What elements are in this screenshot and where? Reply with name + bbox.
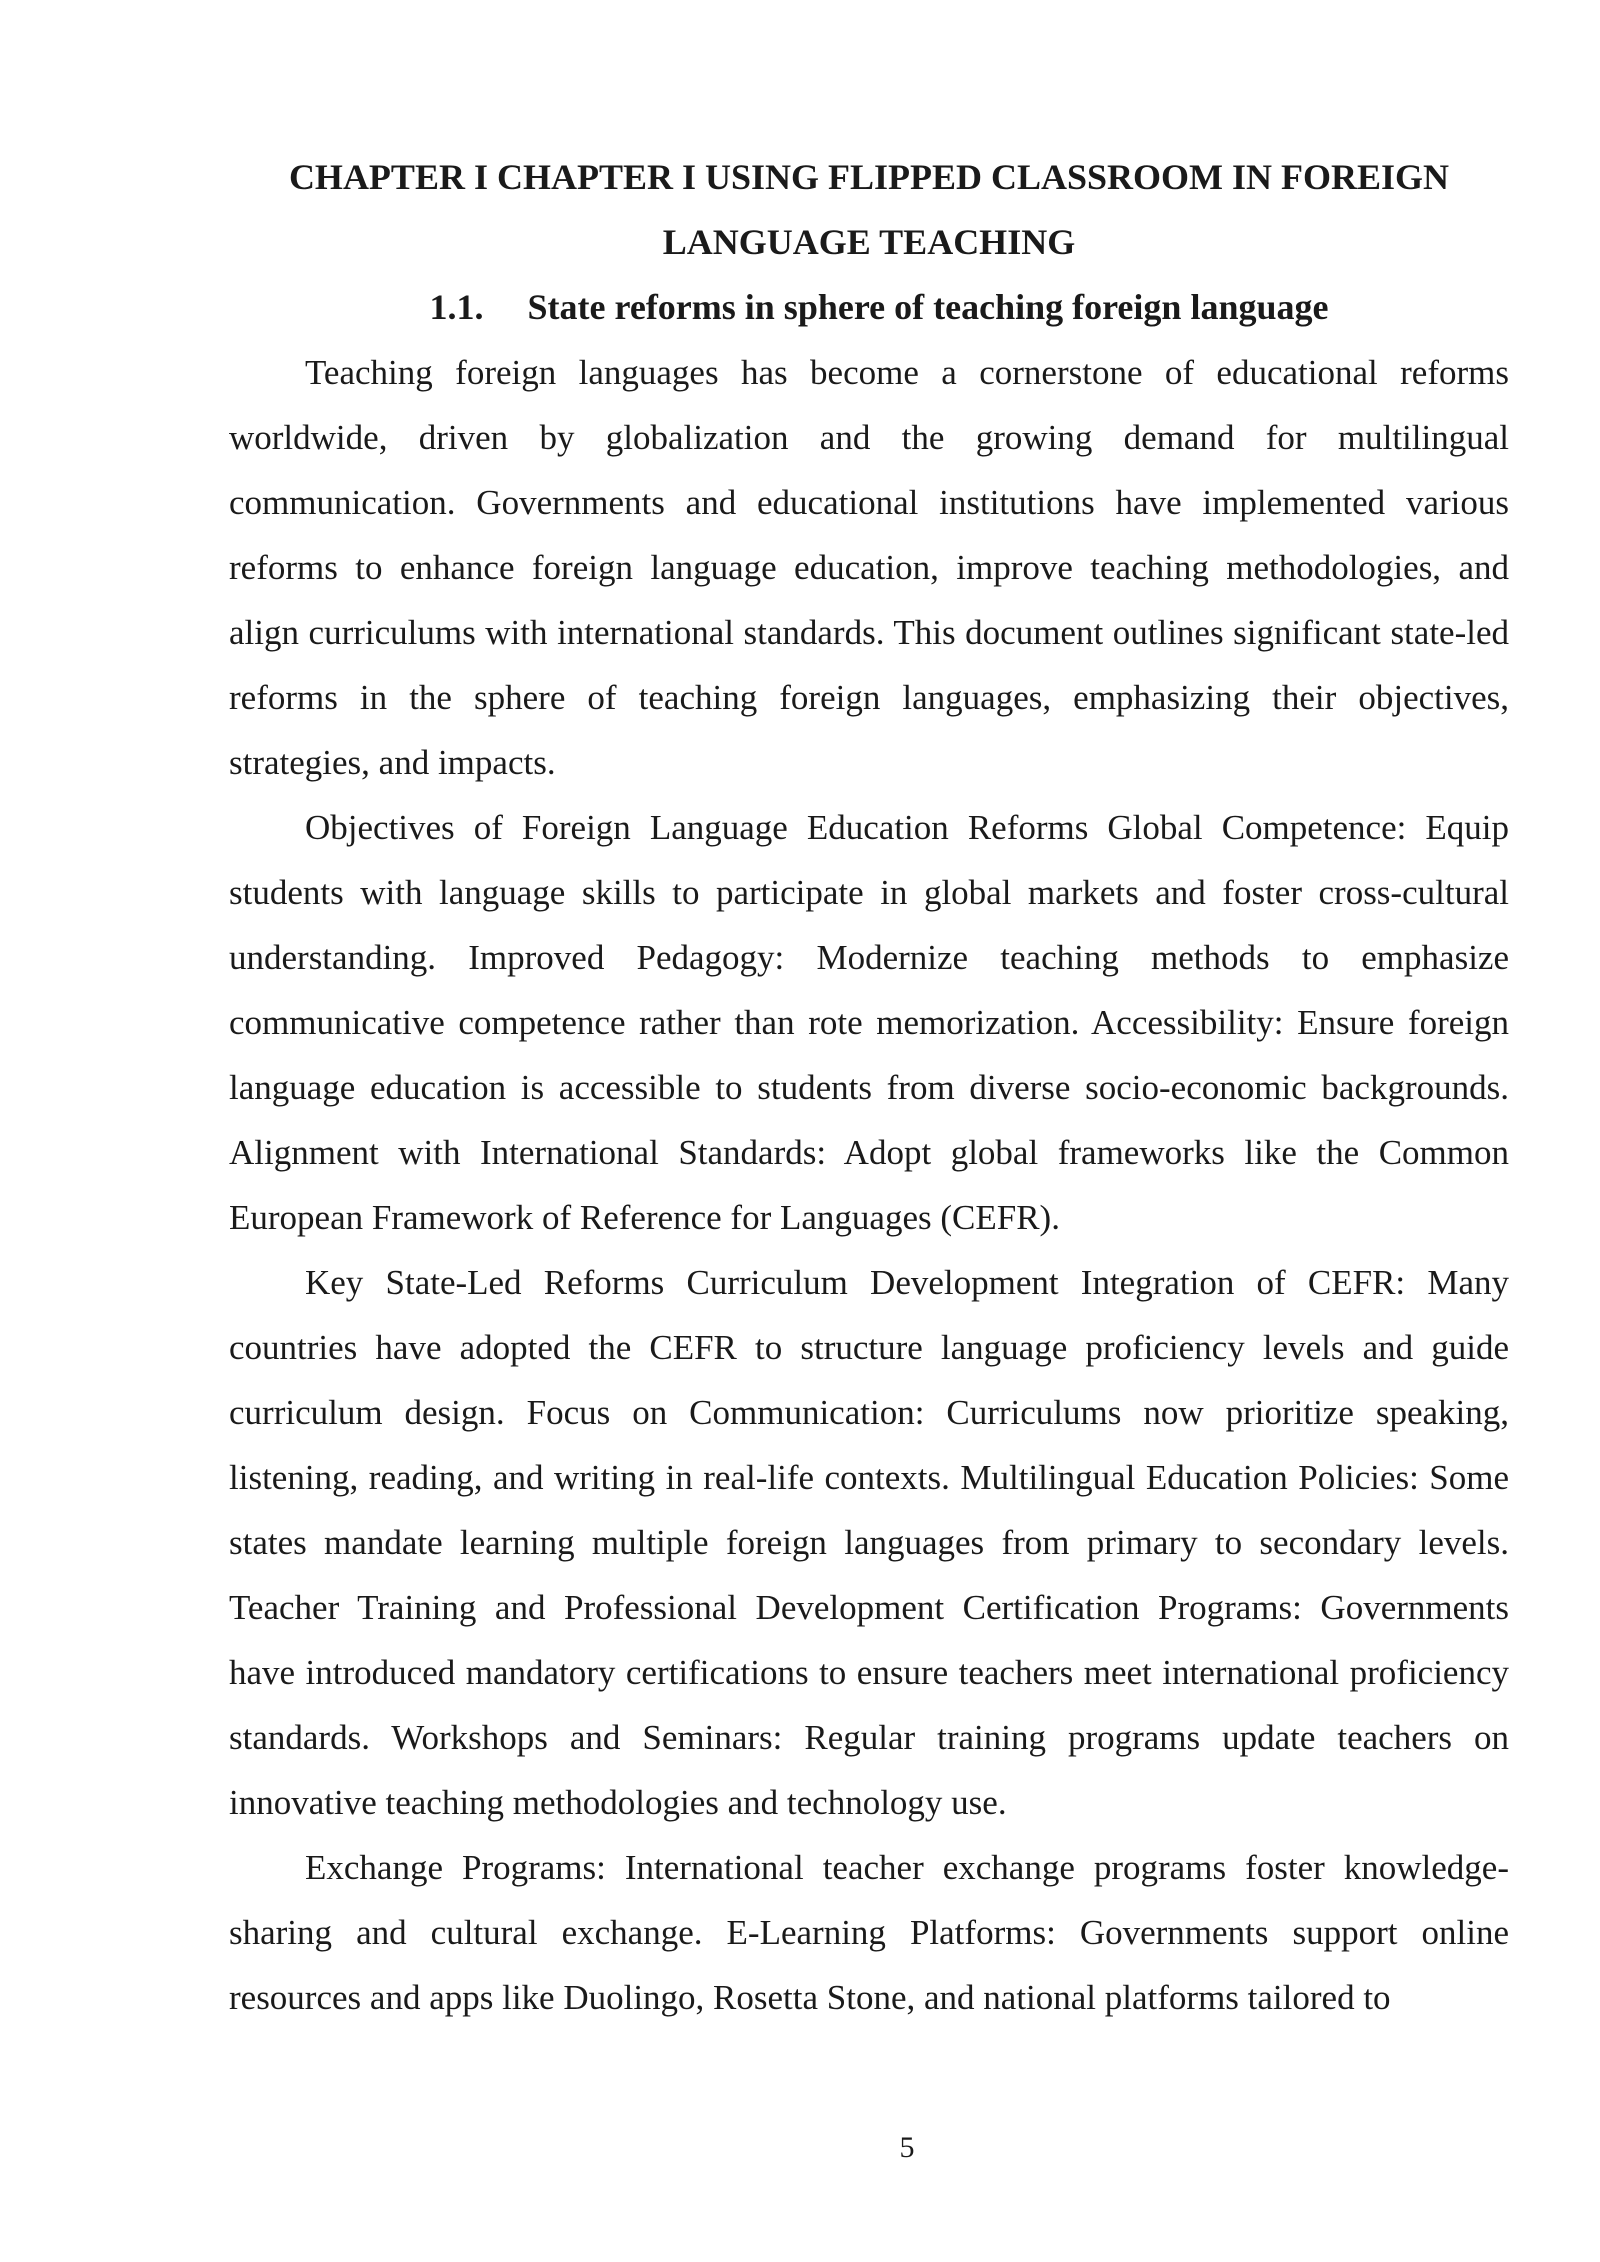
page-body: [229, 145, 1509, 2030]
section-number: 1.1.: [429, 287, 484, 327]
paragraph: Objectives of Foreign Language Education Reforms Global Competence: Equip students with language skills to participate in global markets and foster cross-cultural understanding. Improved Pedagogy: Modernize teaching methods to emphasize communicative competence rather than rote memorization. Accessibility: Ensure foreign language education is accessible to students from diverse socio-economic backgrounds. Alignment with International Standards: Adopt global frameworks like the Common European Framework of Reference for Languages (CEFR).: [229, 808, 1509, 1237]
paragraph: Exchange Programs: International teacher exchange programs foster knowledge-sharing and cultural exchange. E-Learning Platforms: Governments support online resources and apps like Duolingo, Rosetta Stone, and national platforms tailored to: [229, 1848, 1509, 2017]
paragraph: Teaching foreign languages has become a cornerstone of educational reforms worldwide, driven by globalization and the growing demand for multilingual communication. Governments and educational institutions have implemented various reforms to enhance foreign language education, improve teaching methodologies, and align curriculums with international standards. This document outlines significant state-led reforms in the sphere of teaching foreign languages, emphasizing their objectives, strategies, and impacts.: [229, 353, 1509, 782]
chapter-title: CHAPTER I CHAPTER I USING FLIPPED CLASSROOM IN FOREIGN LANGUAGE TEACHING: [288, 157, 1450, 262]
section-heading: [229, 275, 1509, 340]
page-number: 5: [899, 2131, 915, 2164]
paragraph: Key State-Led Reforms Curriculum Development Integration of CEFR: Many countries have adopted the CEFR to structure language proficiency levels and guide curriculum design. Focus on Communication: Curriculums now prioritize speaking, listening, reading, and writing in real-life contexts. Multilingual Education Policies: Some states mandate learning multiple foreign languages from primary to secondary levels. Teacher Training and Professional Development Certification Programs: Governments have introduced mandatory certifications to ensure teachers meet international proficiency standards. Workshops and Seminars: Regular training programs update teachers on innovative teaching methodologies and technology use.: [229, 1263, 1509, 1822]
section-title: State reforms in sphere of teaching foreign language: [527, 287, 1329, 327]
